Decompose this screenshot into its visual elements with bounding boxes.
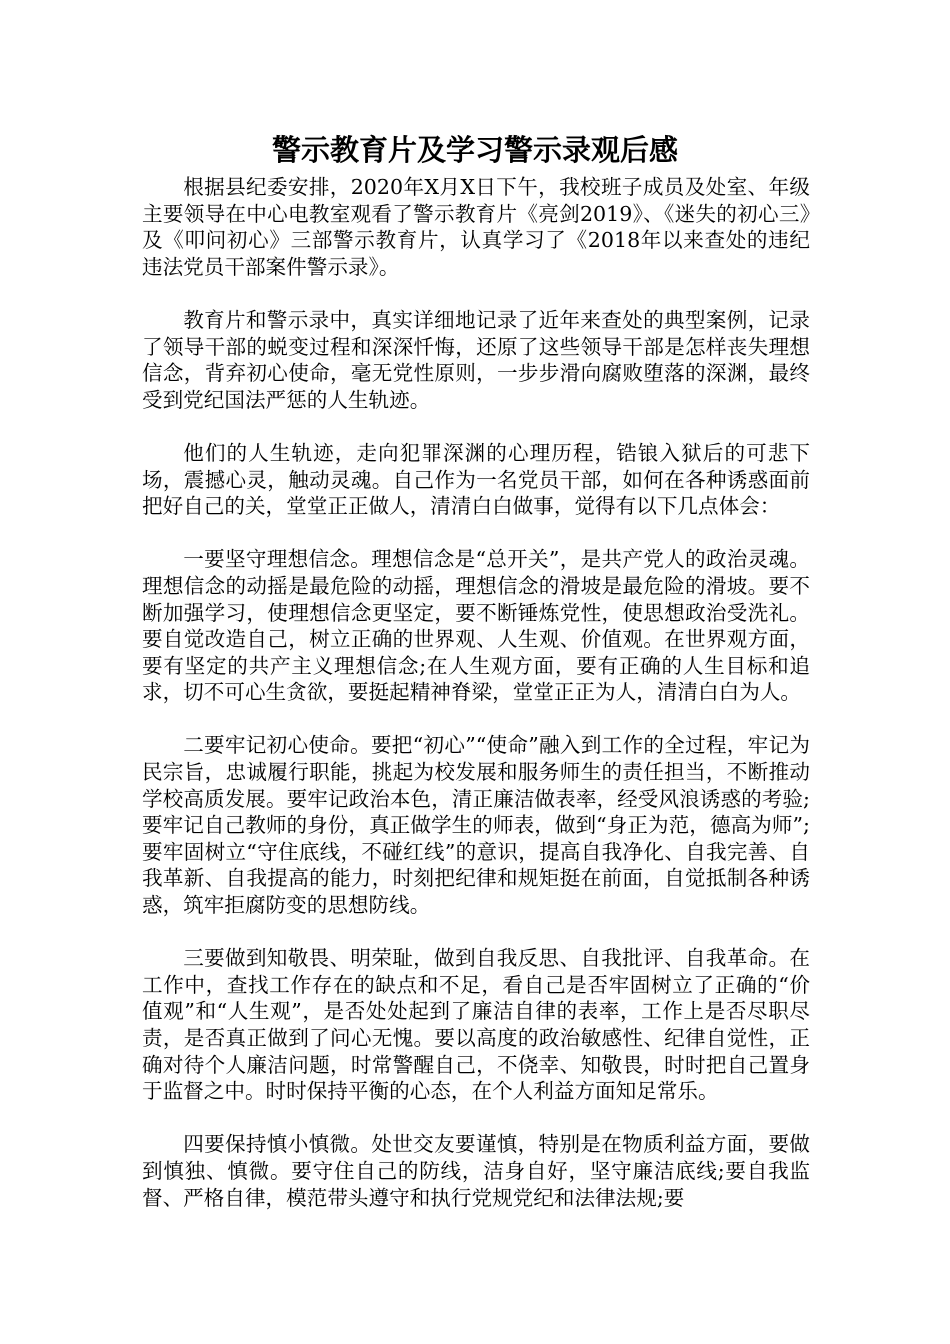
paragraph-point-one: 一要坚守理想信念。理想信念是“总开关”，是共产党人的政治灵魂。理想信念的动摇是最危险的动摇，理想信念的滑坡是最危险的滑坡。要不断加强学习，使理想信念更坚定，要不断锤炼党性，使思想政治受洗礼。要自觉改造自己，树立正确的世界观、人生观、价值观。在世界观方面，要有坚定的共产主义理想信念;在人生观方面，要有正确的人生目标和追求，切不可心生贪欲，要挺起精神脊梁，堂堂正正为人，清清白白为人。 <box>142 547 810 705</box>
paragraph-reflection: 他们的人生轨迹，走向犯罪深渊的心理历程，锆锒入狱后的可悲下场，震撼心灵，触动灵魂。自己作为一名党员干部，如何在各种诱惑面前把好自己的关，堂堂正正做人，清清白白做事，觉得有以下几点体会： <box>142 440 810 519</box>
paragraph-point-four: 四要保持慎小慎微。处世交友要谨慎，特别是在物质利益方面，要做到慎独、慎微。要守住自己的防线，洁身自好，坚守廉洁底线;要自我监督、严格自律，模范带头遵守和执行党规党纪和法律法规;要 <box>142 1132 810 1210</box>
paragraph-intro: 根据县纪委安排，2020年X月X日下午，我校班子成员及处室、年级主要领导在中心电教室观看了警示教育片《亮剑2019》、《迷失的初心三》及《叩问初心》三部警示教育片，认真学习了《2018年以来查处的违纪违法党员干部案件警示录》。 <box>142 175 810 279</box>
paragraph-point-two: 二要牢记初心使命。要把“初心”“使命”融入到工作的全过程，牢记为民宗旨，忠诚履行职能，挑起为校发展和服务师生的责任担当，不断推动学校高质发展。要牢记政治本色，清正廉洁做表率，经受风浪诱惑的考验;要牢记自己教师的身份，真正做学生的师表，做到“身正为范，德高为师”;要牢固树立“守住底线，不碰红线”的意识，提高自我净化、自我完善、自我革新、自我提高的能力，时刻把纪律和规矩挺在前面，自觉抵制各种诱惑，筑牢拒腐防变的思想防线。 <box>142 733 810 918</box>
document-title: 警示教育片及学习警示录观后感 <box>271 133 678 167</box>
document-body <box>142 174 810 1238</box>
paragraph-records: 教育片和警示录中，真实详细地记录了近年来查处的典型案例，记录了领导干部的蜕变过程和深深忏悔，还原了这些领导干部是怎样丧失理想信念，背弃初心使命，毫无党性原则，一步步滑向腐败堕落的深渊，最终受到党纪国法严惩的人生轨迹。 <box>142 307 810 412</box>
paragraph-point-three: 三要做到知敬畏、明荣耻，做到自我反思、自我批评、自我革命。在工作中，查找工作存在的缺点和不足，看自己是否牢固树立了正确的“价值观”和“人生观”，是否处处起到了廉洁自律的表率，工作上是否尽职尽责，是否真正做到了问心无愧。要以高度的政治敏感性、纪律自觉性，正确对待个人廉洁问题，时常警醒自己，不侥幸、知敬畏，时时把自己置身于监督之中。时时保持平衡的心态，在个人利益方面知足常乐。 <box>142 946 810 1104</box>
